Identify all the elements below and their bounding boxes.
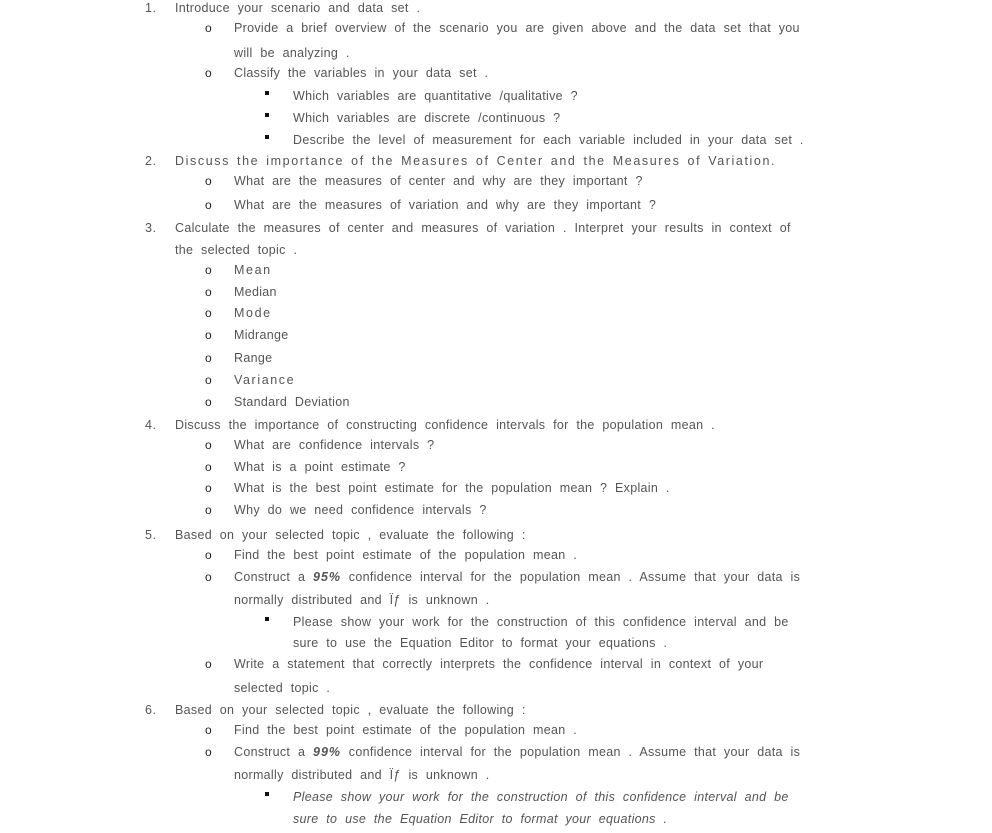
circle-bullet-icon: o: [205, 66, 212, 80]
square-bullet-icon: [265, 113, 269, 117]
construct-prefix: Construct a: [234, 745, 313, 759]
circle-bullet-icon: o: [205, 306, 212, 320]
sub-sub-item-text: Describe the level of measurement for each variable included in your data set .: [293, 133, 804, 147]
sub-item-text: Mode: [234, 306, 272, 320]
construct-prefix: Construct a: [234, 570, 313, 584]
circle-bullet-icon: o: [205, 285, 212, 299]
square-bullet-icon: [265, 135, 269, 139]
sub-sub-item-text: Which variables are quantitative /qualitative ?: [293, 89, 578, 103]
circle-bullet-icon: o: [205, 21, 212, 35]
sub-item-text: normally distributed and Ïƒ is unknown .: [234, 768, 490, 782]
sub-item-text: Find the best point estimate of the population mean .: [234, 723, 578, 737]
item-text: Calculate the measures of center and measures of variation . Interpret your results in context of: [175, 221, 791, 235]
item-number: 6.: [145, 703, 157, 717]
item-text: Introduce your scenario and data set .: [175, 1, 421, 15]
circle-bullet-icon: o: [205, 351, 212, 365]
square-bullet-icon: [265, 617, 269, 621]
square-bullet-icon: [265, 91, 269, 95]
sub-sub-item-text: sure to use the Equation Editor to format your equations .: [293, 812, 668, 826]
item-text: Discuss the importance of the Measures of Center and the Measures of Variation.: [175, 154, 777, 168]
item-number: 5.: [145, 528, 157, 542]
sub-item-text: selected topic .: [234, 681, 331, 695]
circle-bullet-icon: o: [205, 657, 212, 671]
sub-item-text: What is the best point estimate for the population mean ? Explain .: [234, 481, 670, 495]
confidence-level: 99%: [313, 745, 342, 759]
sub-sub-item-text: Which variables are discrete /continuous ?: [293, 111, 561, 125]
circle-bullet-icon: o: [205, 570, 212, 584]
item-text: Based on your selected topic , evaluate the following :: [175, 528, 526, 542]
sub-item-text: What are confidence intervals ?: [234, 438, 435, 452]
item-number: 3.: [145, 221, 157, 235]
item-number: 4.: [145, 418, 157, 432]
sub-sub-item-text: Please show your work for the construction of this confidence interval and be: [293, 615, 789, 629]
square-bullet-icon: [265, 792, 269, 796]
sub-item-text: Midrange: [234, 328, 289, 342]
sub-item-text: Standard Deviation: [234, 395, 350, 409]
circle-bullet-icon: o: [205, 481, 212, 495]
circle-bullet-icon: o: [205, 395, 212, 409]
sub-item-text: Range: [234, 351, 273, 365]
circle-bullet-icon: o: [205, 460, 212, 474]
item-text: the selected topic .: [175, 243, 298, 257]
sub-item-text: will be analyzing .: [234, 46, 350, 60]
item-number: 1.: [145, 1, 157, 15]
construct-suffix: confidence interval for the population mean . Assume that your data is: [341, 570, 801, 584]
sub-item-text: Write a statement that correctly interprets the confidence interval in context of your: [234, 657, 764, 671]
sub-sub-item-text: Please show your work for the construction of this confidence interval and be: [293, 790, 789, 804]
sub-item-text: Median: [234, 285, 277, 299]
sub-item-text: Why do we need confidence intervals ?: [234, 503, 487, 517]
sub-item-text: What are the measures of center and why are they important ?: [234, 174, 643, 188]
item-text: Discuss the importance of constructing confidence intervals for the population mean .: [175, 418, 715, 432]
item-number: 2.: [145, 154, 157, 168]
circle-bullet-icon: o: [205, 745, 212, 759]
circle-bullet-icon: o: [205, 438, 212, 452]
sub-item-text: What is a point estimate ?: [234, 460, 406, 474]
item-text: Based on your selected topic , evaluate the following :: [175, 703, 526, 717]
sub-item-text: [234, 570, 800, 584]
construct-suffix: confidence interval for the population mean . Assume that your data is: [341, 745, 801, 759]
sub-item-text: normally distributed and Ïƒ is unknown .: [234, 593, 490, 607]
sub-item-text: Find the best point estimate of the population mean .: [234, 548, 578, 562]
sub-item-text: Mean: [234, 263, 272, 277]
circle-bullet-icon: o: [205, 263, 212, 277]
circle-bullet-icon: o: [205, 548, 212, 562]
circle-bullet-icon: o: [205, 328, 212, 342]
sub-item-text: Provide a brief overview of the scenario you are given above and the data set that you: [234, 21, 800, 35]
sub-item-text: Classify the variables in your data set .: [234, 66, 489, 80]
sub-item-text: What are the measures of variation and why are they important ?: [234, 198, 657, 212]
circle-bullet-icon: o: [205, 723, 212, 737]
confidence-level: 95%: [313, 570, 342, 584]
sub-item-text: Variance: [234, 373, 296, 387]
circle-bullet-icon: o: [205, 198, 212, 212]
circle-bullet-icon: o: [205, 503, 212, 517]
sub-sub-item-text: sure to use the Equation Editor to format your equations .: [293, 636, 668, 650]
circle-bullet-icon: o: [205, 174, 212, 188]
sub-item-text: [234, 745, 800, 759]
circle-bullet-icon: o: [205, 373, 212, 387]
